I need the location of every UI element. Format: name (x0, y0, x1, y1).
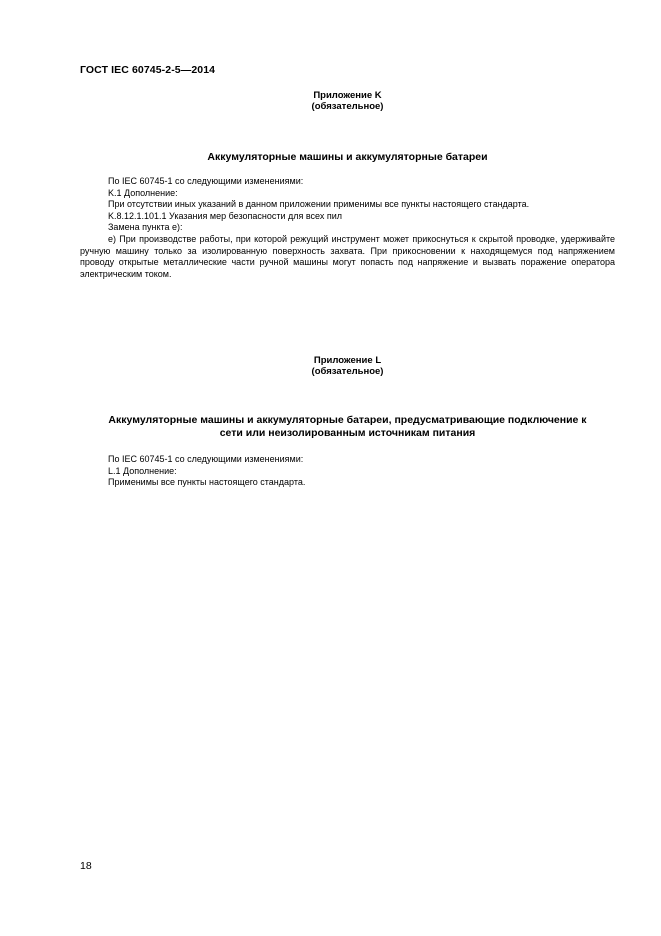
annex-l-heading-line1: Аккумуляторные машины и аккумуляторные батареи, предусматривающие подключение к (108, 414, 587, 426)
annex-k-status: (обязательное) (311, 101, 384, 112)
annex-l-heading-line2: сети или неизолированным источникам питания (219, 427, 476, 439)
annex-k-paragraph: е) При производстве работы, при которой режущий инструмент может прикоснуться к скрытой проводке, удерживайте ручную машину только за изолированную поверхность захвата. При прикосновении к находящемуся под напряжением проводу открытые металлические части ручной машины могут попасть под напряжение и вызвать поражение оператора электрическим током. (80, 233, 615, 279)
annex-l-title: Приложение L (313, 355, 382, 366)
annex-l-paragraph: По IEC 60745-1 со следующими изменениями: (108, 454, 304, 464)
annex-k-paragraph: При отсутствии иных указаний в данном приложении применимы все пункты настоящего стандарта. (108, 199, 530, 210)
document-header: ГОСТ IEC 60745-2-5—2014 (80, 64, 216, 76)
annex-l-status: (обязательное) (311, 366, 384, 377)
annex-l-paragraph: L.1 Дополнение: (108, 465, 177, 476)
annex-l (80, 355, 615, 377)
annex-k-heading: Аккумуляторные машины и аккумуляторные батареи (207, 151, 488, 163)
annex-k-paragraph: Замена пункта е): (108, 222, 183, 233)
annex-l-paragraph: Применимы все пункты настоящего стандарта. (108, 477, 306, 488)
annex-k-paragraph: K.1 Дополнение: (108, 187, 178, 198)
annex-k-title: Приложение K (313, 90, 382, 101)
page-number: 18 (80, 860, 92, 872)
annex-l-body (80, 454, 615, 489)
annex-k-section (80, 151, 615, 164)
annex-k-paragraph: K.8.12.1.101.1 Указания мер безопасности для всех пил (108, 210, 343, 221)
annex-k-body (80, 176, 615, 280)
annex-k (80, 90, 615, 112)
annex-k-paragraph: По IEC 60745-1 со следующими изменениями: (108, 176, 304, 186)
annex-l-section (80, 414, 615, 440)
